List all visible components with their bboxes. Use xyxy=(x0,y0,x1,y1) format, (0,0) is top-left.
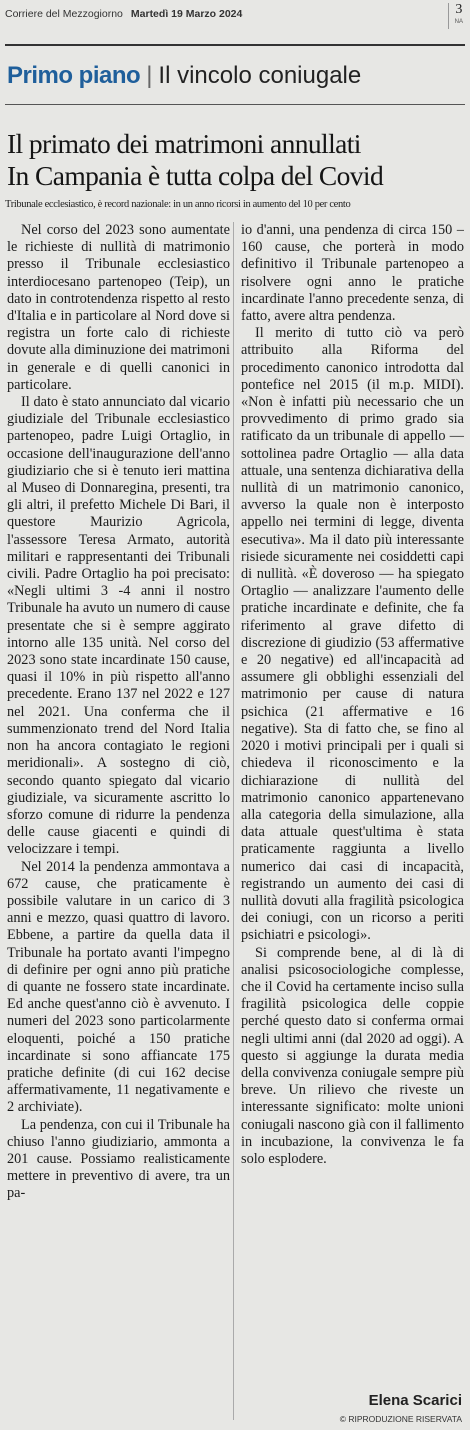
headline-line-2: In Campania è tutta colpa del Covid xyxy=(7,160,384,191)
copyright-notice: © RIPRODUZIONE RISERVATA xyxy=(339,1414,462,1424)
paragraph: Nel corso del 2023 sono aumentate le richieste di nullità di matrimonio presso il Tribunale ecclesiastico interdiocesano partenopeo (Teip), un dato in controtendenza rispetto al resto d'Italia e in particolare al Nord dove si registra un forte calo di richieste dovute alla diminuzione dei matrimoni in generale e di quelli canonici in particolare. xyxy=(7,222,230,393)
column-divider xyxy=(233,222,234,1420)
paragraph: io d'anni, una pendenza di circa 150 – 160 cause, che porterà in modo definitivo il Tribunale partenopeo a risolvere ogni anno le pratiche incardinate l'anno precedente senza, di fatto, avere altra pendenza. xyxy=(241,222,464,325)
paragraph: Il merito di tutto ciò va però attribuito alla Riforma del procedimento canonico introdotta dal pontefice nel 2015 (il m.p. MIDI). «Non è infatti più necessario che un provvedimento di primo grado sia ratificato da un tribunale di appello — sottolinea padre Ortaglio — alla data attuale, una sentenza dichiarativa della nullità di un matrimonio canonico, avverso la quale non è interposto appello nei termini di legge, diventa esecutiva». Ma il dato più interessante risiede sicuramente nei cosiddetti capi di nullità. «È doveroso — ha spiegato Ortaglio — analizzare l'aumento delle pratiche incardinate e definite, che fa riferimento al grave difetto di discrezione di giudizio (53 affermative e 20 negative) ed all'incapacità ad assumere gli obblighi essenziali del matrimonio per cause di natura psichica (21 affermative e 16 negative). Sta di fatto che, se fino al 2020 i motivi principali per i quali si chiedeva il riconoscimento e la dichiarazione di nullità del matrimonio canonico appartenevano alla categoria della simulazione, alla data attuale quest'ultima è stata praticamente raggiunta a livello numerico dai casi di incapacità, registrando un aumento dei casi di nullità dovuti alla fragilità psicologica dei coniugi, con un ricorso a periti psichiatri e psicologi». xyxy=(241,325,464,944)
paragraph: Nel 2014 la pendenza ammontava a 672 cause, che praticamente è possibile valutare in un carico di 3 anni e mezzo, quasi quattro di lavoro. Ebbene, a partire da quella data il Tribunale ha portato avanti l'impegno di definire per ogni anno più pratiche di quante ne fossero state incardinate. Ed anche quest'anno ciò è avvenuto. I numeri del 2023 sono particolarmente eloquenti, poiché a 150 pratiche incardinate si sono affiancate 175 pratiche definite (di cui 162 decise affermativamente, 11 negativamente e 2 archiviate). xyxy=(7,858,230,1116)
author-byline: Elena Scarici xyxy=(368,1392,462,1409)
body-column-2 xyxy=(241,222,464,1357)
issue-date: Martedì 19 Marzo 2024 xyxy=(130,8,243,20)
page-code: NA xyxy=(454,19,463,25)
section-topic: Il vincolo coniugale xyxy=(158,62,362,89)
section-divider xyxy=(5,104,465,105)
body-column-1 xyxy=(7,222,230,1427)
section-header xyxy=(7,62,361,90)
page-number: 3 xyxy=(455,2,463,17)
section-separator: | xyxy=(146,62,153,89)
page-number-box xyxy=(448,3,463,29)
article-headline xyxy=(7,128,465,192)
paragraph: Si comprende bene, al di là di analisi psicosociologiche complesse, che il Covid ha certamente inciso sulla fragilità psicologica delle coppie perché questo dato si conferma ormai negli ultimi anni (dal 2020 ad oggi). A questo si aggiunge la durata media della convivenza coniugale sempre più breve. Un rilievo che riveste un interessante significato: molte unioni coniugali nascono già con il fallimento in incubazione, la convivenza le fa solo esplodere. xyxy=(241,944,464,1167)
section-kicker: Primo piano xyxy=(7,62,141,89)
masthead-bar xyxy=(5,6,465,22)
article-deck: Tribunale ecclesiastico, è record nazionale: in un anno ricorsi in aumento del 10 per cento xyxy=(5,199,351,210)
headline-line-1: Il primato dei matrimoni annullati xyxy=(7,128,361,159)
paragraph: La pendenza, con cui il Tribunale ha chiuso l'anno giudiziario, ammonta a 201 cause. Possiamo realisticamente mettere in preventivo di avere, tra un pa- xyxy=(7,1116,230,1202)
publication-name: Corriere del Mezzogiorno xyxy=(5,8,123,20)
top-divider xyxy=(5,44,465,46)
paragraph: Il dato è stato annunciato dal vicario giudiziale del Tribunale ecclesiastico partenopeo, padre Luigi Ortaglio, in occasione dell'inaugurazione dell'anno giudiziario che si è tenuto ieri mattina al Museo di Donnaregina, presenti, tra gli altri, il prefetto Michele Di Bari, il questore Maurizio Agricola, l'assessore Teresa Armato, autorità militari e rappresentanti dei Tribunali civili. Padre Ortaglio ha poi precisato: «Negli ultimi 3 -4 anni il nostro Tribunale ha avuto un numero di cause presentate che si è sempre aggirato intorno alle 135 unità. Nel corso del 2023 sono state incardinate 150 cause, quasi il 10% in più rispetto all'anno precedente. Erano 137 nel 2022 e 127 nel 2021. Una conferma che il summenzionato trend del Nord Italia non ha ancora contagiato le regioni meridionali». A sostegno di ciò, secondo quanto spiegato dal vicario giudiziale, va sicuramente ascritto lo sforzo comune di ridurre la pendenza delle cause giacenti e quindi di velocizzare i tempi. xyxy=(7,394,230,858)
